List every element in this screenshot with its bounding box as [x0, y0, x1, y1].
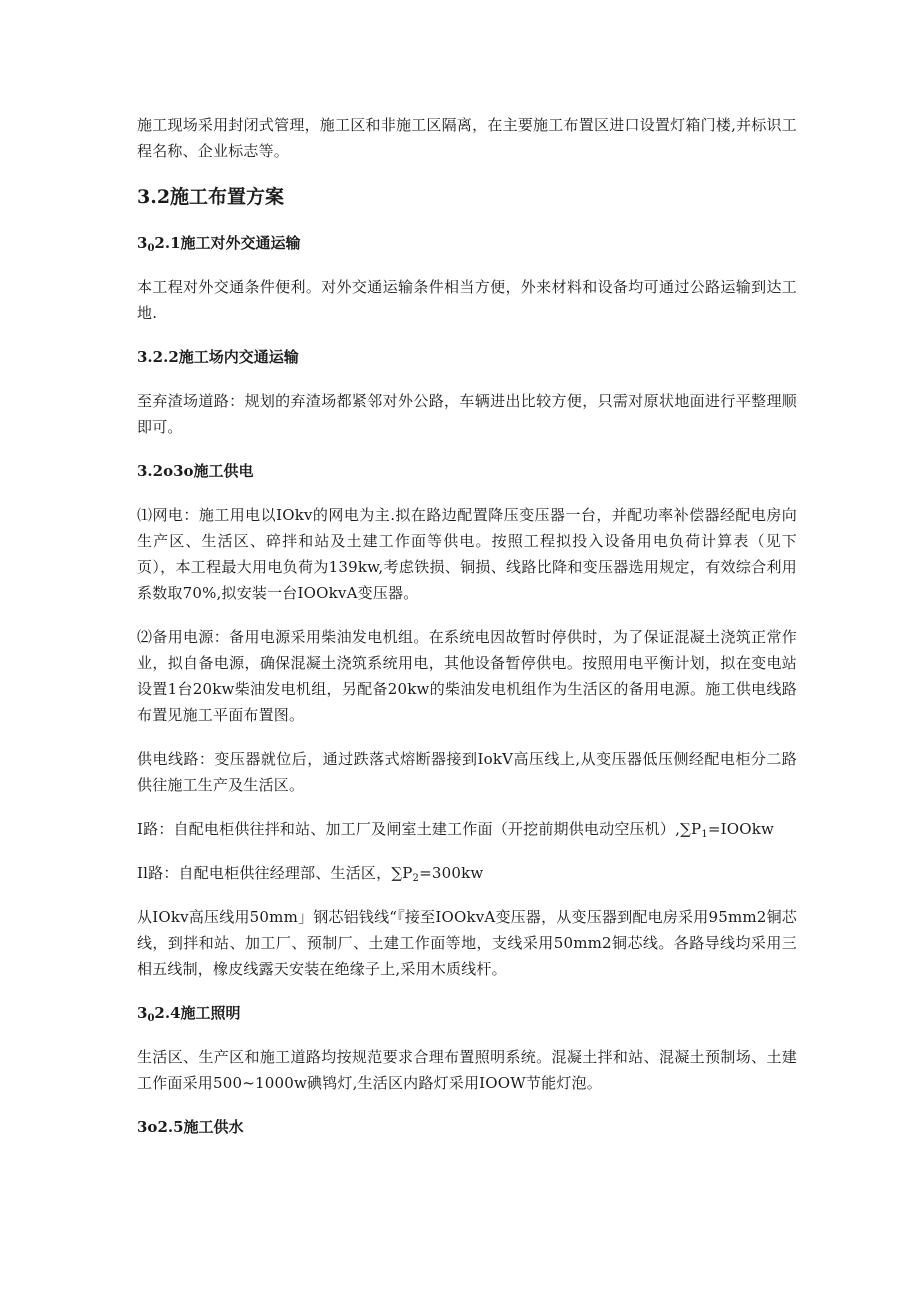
spacer: [137, 842, 797, 860]
spacer: [137, 326, 797, 344]
spacer: [137, 370, 797, 388]
paragraph-internal-transport: 至弃渣场道路：规划的弃渣场都紧邻对外公路，车辆进出比较方便，只需对原状地面进行平整理顺即可。: [137, 392, 797, 436]
subsection-heading-3-2-5: 3o2.5施工供水: [137, 1118, 244, 1136]
route-1-value: =IOOkw: [707, 820, 775, 838]
spacer: [137, 1096, 797, 1114]
heading-number: 3: [137, 1004, 148, 1022]
heading-subscript: 0: [147, 1013, 155, 1024]
spacer: [137, 886, 797, 904]
paragraph-route-1: [137, 816, 797, 842]
spacer: [137, 440, 797, 458]
spacer: [137, 1026, 797, 1044]
spacer: [137, 484, 797, 502]
paragraph-lighting: 生活区、生产区和施工道路均按规范要求合理布置照明系统。混凝土拌和站、混凝土预制场、土建工作面采用500~1000w碘鸨灯,生活区内路灯采用IOOW节能灯泡。: [137, 1048, 797, 1092]
subsection-heading-3-2-3: 3.2o3o施工供电: [137, 462, 254, 480]
route-1-text: I路：自配电柜供往拌和站、加工厂及闸室土建工作面（开挖前期供电动空压机）,∑P: [137, 820, 702, 838]
spacer: [137, 256, 797, 274]
heading-text: 2.4施工照明: [154, 1004, 241, 1022]
subsection-heading-3-2-1: [137, 230, 797, 256]
spacer: [137, 728, 797, 746]
subsection-heading-3-2-4: [137, 1000, 797, 1026]
heading-number: 3: [137, 234, 148, 252]
paragraph-grid-power: ⑴网电：施工用电以IOkv的网电为主.拟在路边配置降压变压器一台，并配功率补偿器经配电房向生产区、生活区、碎拌和站及土建工作面等供电。按照工程拟投入设备用电负荷计算表（见下页），本工程最大用电负荷为139kw,考虑铁损、铜损、线路比降和变压器选用规定，有效综合利用系数取70%,拟安装一台IOOkvA变压器。: [137, 506, 797, 602]
paragraph-cabling: 从IOkv高压线用50mm」钢芯铝钱线“『接至IOOkvA变压器，从变压器到配电房采用95mm2铜芯线，到拌和站、加工厂、预制厂、土建工作面等地，支线采用50mm2铜芯线。各路导线均采用三相五线制，橡皮线露天安装在绝缘子上,采用木质线杆。: [137, 908, 797, 978]
spacer: [137, 606, 797, 624]
route-2-text: Il路：自配电柜供往经理部、生活区，∑P: [137, 864, 413, 882]
spacer: [137, 982, 797, 1000]
paragraph-route-2: [137, 860, 797, 886]
paragraph-supply-line: 供电线路：变压器就位后，通过跌落式熔断器接到IokV高压线上,从变压器低压侧经配电柜分二路供往施工生产及生活区。: [137, 750, 797, 794]
route-2-subscript: 2: [412, 873, 420, 884]
route-1-subscript: 1: [701, 829, 708, 840]
paragraph-site-management: 施工现场采用封闭式管理，施工区和非施工区隔离，在主要施工布置区进口设置灯箱门楼,并标识工程名称、企业标志等。: [137, 116, 797, 160]
heading-text: 2.1施工对外交通运输: [154, 234, 301, 252]
document-page: [137, 112, 797, 1140]
spacer: [137, 798, 797, 816]
subsection-heading-3-2-2: 3.2.2施工场内交通运输: [137, 348, 299, 366]
heading-subscript: 0: [147, 243, 155, 254]
paragraph-backup-power: ⑵备用电源：备用电源采用柴油发电机组。在系统电因故暂时停供时，为了保证混凝土浇筑正常作业，拟自备电源，确保混凝土浇筑系统用电，其他设备暂停供电。按照用电平衡计划，拟在变电站设置1台20kw柴油发电机组，另配备20kw的柴油发电机组作为生活区的备用电源。施工供电线路布置见施工平面布置图。: [137, 628, 797, 724]
paragraph-external-transport: 本工程对外交通条件便利。对外交通运输条件相当方便，外来材料和设备均可通过公路运输到达工地.: [137, 278, 797, 322]
route-2-value: =300kw: [419, 864, 484, 882]
section-heading-3-2: 3.2施工布置方案: [137, 186, 285, 208]
spacer: [137, 164, 797, 184]
spacer: [137, 210, 797, 230]
